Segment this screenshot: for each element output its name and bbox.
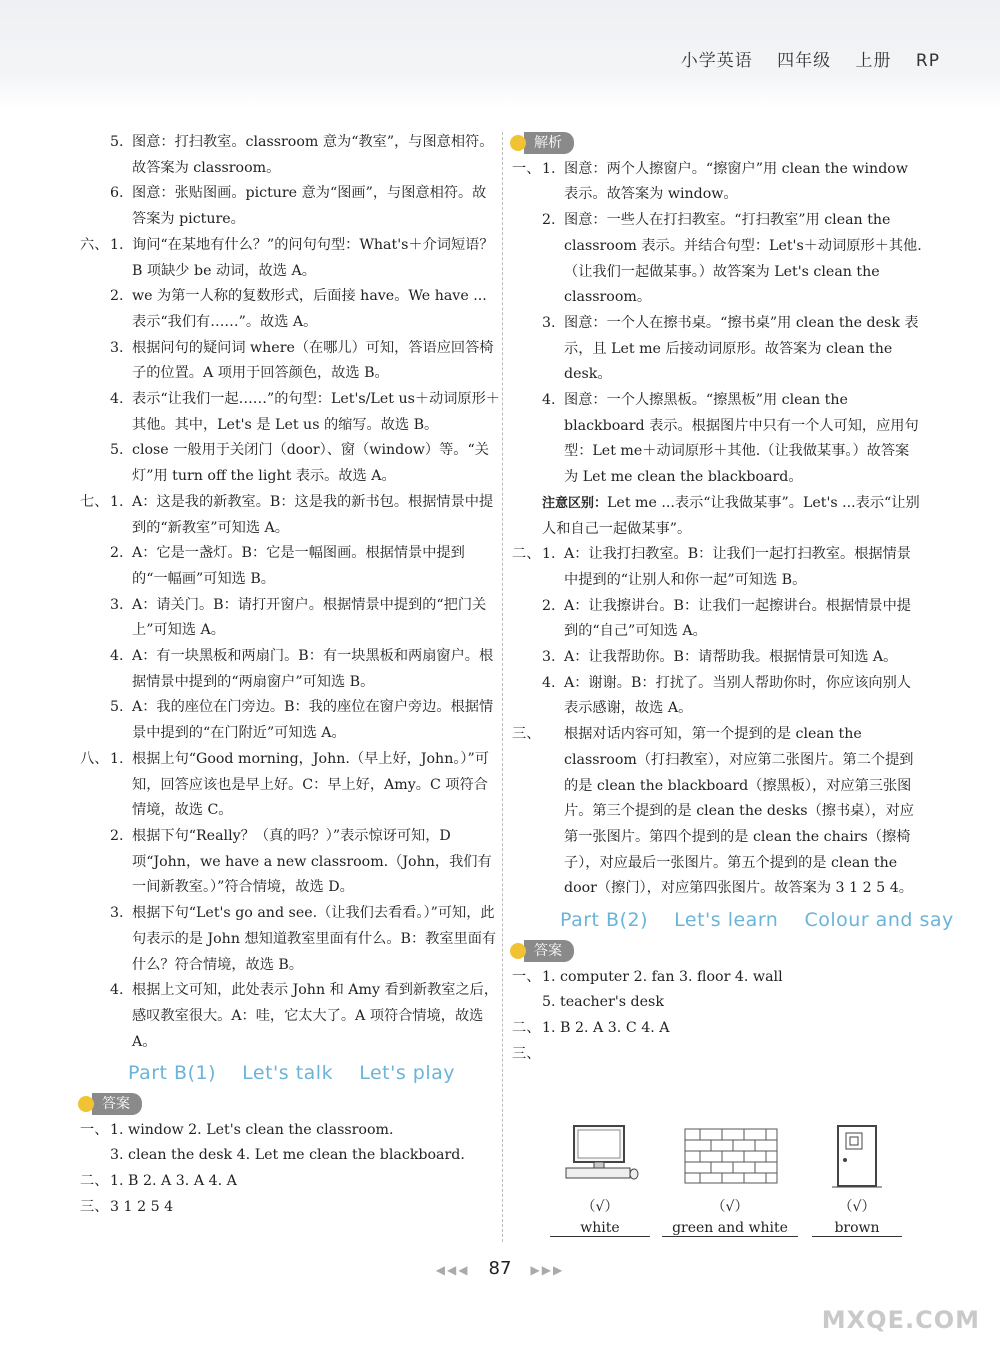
item-number: 4. — [542, 674, 556, 691]
item-text: 图意：张贴图画。picture 意为“图画”，与图意相符。故答案为 picture。 — [132, 185, 487, 228]
analysis-item — [512, 594, 922, 645]
right-answer-list — [512, 965, 922, 1068]
analysis-item — [80, 541, 500, 592]
item-text: 根据问句的疑问词 where（在哪儿）可知，答语应回答椅子的位置。A 项用于回答颜色，故选 B。 — [132, 339, 494, 382]
answer-text: 5. teacher's desk — [542, 994, 664, 1011]
book-title — [663, 46, 940, 71]
analysis-item — [80, 284, 500, 335]
analysis-item — [80, 901, 500, 978]
item-number: 5. — [110, 134, 124, 150]
answer-text: 3. clean the desk 4. Let me clean the blackboard. — [110, 1147, 465, 1164]
analysis-item — [512, 542, 922, 593]
item-text: 图意：两个人擦窗户。“擦窗户”用 clean the window 表示。故答案为 window。 — [564, 160, 908, 203]
term-label: 上册 — [855, 51, 892, 71]
item-text: we 为第一人称的复数形式，后面接 have。We have ... 表示“我们有……”。故选 A。 — [132, 288, 487, 330]
analysis-item — [80, 130, 500, 181]
section-label: 二、 — [512, 546, 541, 563]
check-mark: （√） — [838, 1199, 876, 1215]
page-footer — [0, 1258, 1000, 1279]
left-answer-list — [80, 1118, 500, 1221]
item-text: A：让我擦讲台。B：让我们一起擦讲台。根据情景中提到的“自己”可知选 A。 — [564, 597, 911, 640]
item-number: 4. — [542, 392, 556, 409]
colour-word: green and white — [662, 1220, 798, 1237]
answer-text: 3 1 2 5 4 — [110, 1198, 174, 1215]
note — [512, 491, 922, 542]
item-text: 图意：一些人在打扫教室。“打扫教室”用 clean the classroom 表示。并结合句型：Let's＋动词原形＋其他.（让我们一起做某事。）故答案为 Let's clean the classroom。 — [564, 212, 922, 306]
item-text: 图意：一个人擦黑板。“擦黑板”用 clean the blackboard 表示。根据图片中只有一个人可知，应用句型：Let me＋动词原形＋其他.（让我做某事。）故答案为 Let me clean the blackboard。 — [564, 392, 919, 486]
right-column — [512, 130, 954, 1067]
item-number: 5. — [110, 699, 124, 716]
answer-section-label: 一、 — [512, 968, 541, 985]
item-number: 3. — [110, 596, 124, 613]
left-column — [80, 130, 500, 1221]
section-label: 八、 — [80, 750, 109, 767]
section-label: 一、 — [512, 160, 541, 177]
item-number: 4. — [110, 982, 124, 999]
note-label: 注意区别： — [542, 495, 608, 511]
section-label: 七、 — [80, 493, 109, 510]
answer-text: 1. B 2. A 3. A 4. A — [110, 1173, 237, 1190]
section-label: 三、 — [512, 726, 541, 743]
grade-label: 四年级 — [777, 51, 832, 71]
item-number: 4. — [110, 648, 124, 665]
analysis-item — [512, 671, 922, 722]
analysis-item — [512, 157, 922, 208]
answer-row — [80, 1118, 500, 1144]
answer-text: 1. window 2. Let's clean the classroom. — [110, 1121, 394, 1138]
item-text: A：让我打扫教室。B：让我们一起打扫教室。根据情景中提到的“让别人和你一起”可知选 B。 — [564, 546, 911, 588]
item-text: A：谢谢。B：打扰了。当别人帮助你时，你应该向别人表示感谢，故选 A。 — [564, 674, 911, 717]
answer-badge: 答案 — [92, 1093, 142, 1115]
answer-text: 1. computer 2. fan 3. floor 4. wall — [542, 968, 783, 985]
analysis-item — [512, 722, 922, 902]
item-text: A：这是我的新教室。B：这是我的新书包。根据情景中提到的“新教室”可知选 A。 — [132, 493, 494, 536]
analysis-item — [80, 490, 500, 541]
section-label: 六、 — [80, 236, 109, 253]
item-text: close 一般用于关闭门（door）、窗（window）等。“关灯”用 turn off the light 表示。故选 A。 — [132, 442, 489, 485]
note-text: Let me ...表示“让我做某事”。Let's ...表示“让别人和自己一起做某事”。 — [542, 494, 920, 537]
left-analysis-list — [80, 130, 500, 1055]
analysis-item — [80, 233, 500, 284]
check-mark: （√） — [711, 1199, 749, 1215]
item-number: 2. — [542, 597, 556, 614]
analysis-item — [512, 208, 922, 311]
item-text: 图意：一个人在擦书桌。“擦书桌”用 clean the desk 表示，且 Let me 后接动词原形。故答案为 clean the desk。 — [564, 314, 919, 383]
answer-text: 1. B 2. A 3. C 4. A — [542, 1019, 670, 1036]
part-title-b1: Part B(1) Let's talk Let's play — [128, 1062, 456, 1085]
item-text: A：让我帮助你。B：请帮助我。根据情景可知选 A。 — [564, 649, 898, 666]
answer-row — [80, 1143, 500, 1169]
analysis-item — [80, 593, 500, 644]
analysis-item — [80, 336, 500, 387]
analysis-item — [512, 388, 922, 491]
item-text: 根据上文可知，此处表示 John 和 Amy 看到新教室之后，感叹教室很大。A：哇，它太大了。A 项符合情境，故选 A。 — [132, 982, 499, 1050]
answer-section-label: 二、 — [512, 1019, 541, 1036]
right-analysis-list — [512, 157, 922, 491]
analysis-item — [80, 824, 500, 901]
answer-row — [512, 1016, 922, 1042]
item-text: 根据对话内容可知，第一个提到的是 clean the classroom（打扫教室），对应第二张图片。第二个提到的是 clean the blackboard（擦黑板），对应第三张图片。第三个提到的是 clean the desks（擦书桌），对应第一张图片。第四个提到的是 clean the chairs（擦椅子），对应最后一张图片。第五个提到的是 clean the door（擦门），对应第四张图片。故答案为 3 1 2 5 4。 — [564, 726, 914, 897]
item-number: 1. — [110, 236, 124, 253]
part-title-b2: Part B(2) Let's learn Colour and say — [560, 909, 954, 932]
item-text: 根据下句“Really？（真的吗？）”表示惊讶可知，D 项“John，we have a new classroom.（John，我们有一间新教室。）”符合情境，故选 D。 — [132, 827, 492, 896]
item-number: 6. — [110, 185, 124, 202]
answer-row — [80, 1195, 500, 1221]
analysis-item — [80, 181, 500, 232]
item-number: 1. — [542, 160, 556, 177]
analysis-item — [512, 311, 922, 388]
item-text: 根据下句“Let's go and see.（让我们去看看。）”可知，此句表示的是 John 想知道教室里面有什么。B：教室里面有什么？符合情境，故选 B。 — [132, 905, 497, 973]
answer-badge: 答案 — [524, 940, 574, 962]
item-number: 2. — [110, 545, 124, 562]
door-icon — [832, 1124, 882, 1190]
answer-section-label: 一、 — [80, 1121, 109, 1138]
item-number: 4. — [110, 391, 124, 408]
answer-row — [512, 1042, 922, 1068]
answer-section-label: 二、 — [80, 1173, 109, 1190]
check-mark: （√） — [581, 1199, 619, 1215]
item-number: 2. — [110, 288, 124, 305]
page-number: 87 — [488, 1258, 512, 1279]
analysis-item — [512, 645, 922, 671]
answer-row — [512, 965, 922, 991]
analysis-badge: 解析 — [524, 132, 574, 154]
prev-arrows-icon: ◀◀◀ — [435, 1263, 470, 1277]
answer-row — [512, 990, 922, 1016]
item-text: A：它是一盏灯。B：它是一幅图画。根据情景中提到的“一幅画”可知选 B。 — [132, 545, 465, 587]
item-number: 1. — [110, 493, 124, 510]
column-divider — [502, 132, 503, 1242]
colour-word: white — [550, 1220, 650, 1237]
analysis-item — [80, 978, 500, 1055]
watermark: MXQE.COM — [821, 1306, 980, 1334]
item-text: A：有一块黑板和两扇门。B：有一块黑板和两扇窗户。根据情景中提到的“两扇窗户”可知选 B。 — [132, 648, 494, 690]
item-number: 2. — [542, 212, 556, 229]
item-text: 图意：打扫教室。classroom 意为“教室”，与图意相符。故答案为 classroom。 — [132, 134, 494, 176]
answer-section-label: 三、 — [512, 1045, 541, 1062]
item-text: 表示“让我们一起……”的句型：Let's/Let us＋动词原形＋其他。其中，Let's 是 Let us 的缩写。故选 B。 — [132, 391, 500, 433]
colour-word: brown — [812, 1220, 902, 1237]
answer-row — [80, 1169, 500, 1195]
colour-pictures — [512, 1124, 932, 1244]
item-number: 3. — [110, 339, 124, 356]
item-number: 1. — [110, 750, 124, 767]
item-text: 询问“在某地有什么？”的问句句型：What's＋介词短语？B 项缺少 be 动词，故选 A。 — [132, 236, 494, 279]
analysis-item — [80, 387, 500, 438]
item-number: 3. — [542, 314, 556, 331]
item-number: 1. — [542, 546, 556, 563]
analysis-item — [80, 695, 500, 746]
item-number: 5. — [110, 442, 124, 459]
analysis-item — [80, 438, 500, 489]
subject-label: 小学英语 — [680, 51, 753, 71]
item-number: 2. — [110, 827, 124, 844]
page-header — [0, 0, 1000, 108]
analysis-item — [80, 644, 500, 695]
item-number: 3. — [110, 905, 124, 922]
edition-label: RP — [915, 51, 940, 71]
analysis-item — [80, 747, 500, 824]
item-text: A：我的座位在门旁边。B：我的座位在窗户旁边。根据情景中提到的“在门附近”可知选 A。 — [132, 699, 494, 742]
wall-icon — [684, 1128, 778, 1184]
item-number: 3. — [542, 649, 556, 666]
next-arrows-icon: ▶▶▶ — [530, 1263, 565, 1277]
item-text: 根据上句“Good morning，John.（早上好，John。）”可知，回答应该也是早上好。C：早上好，Amy。C 项符合情境，故选 C。 — [132, 750, 489, 819]
answer-section-label: 三、 — [80, 1198, 109, 1215]
item-text: A：请关门。B：请打开窗户。根据情景中提到的“把门关上”可知选 A。 — [132, 596, 487, 639]
right-analysis-list-2 — [512, 542, 922, 902]
computer-icon — [560, 1124, 640, 1186]
